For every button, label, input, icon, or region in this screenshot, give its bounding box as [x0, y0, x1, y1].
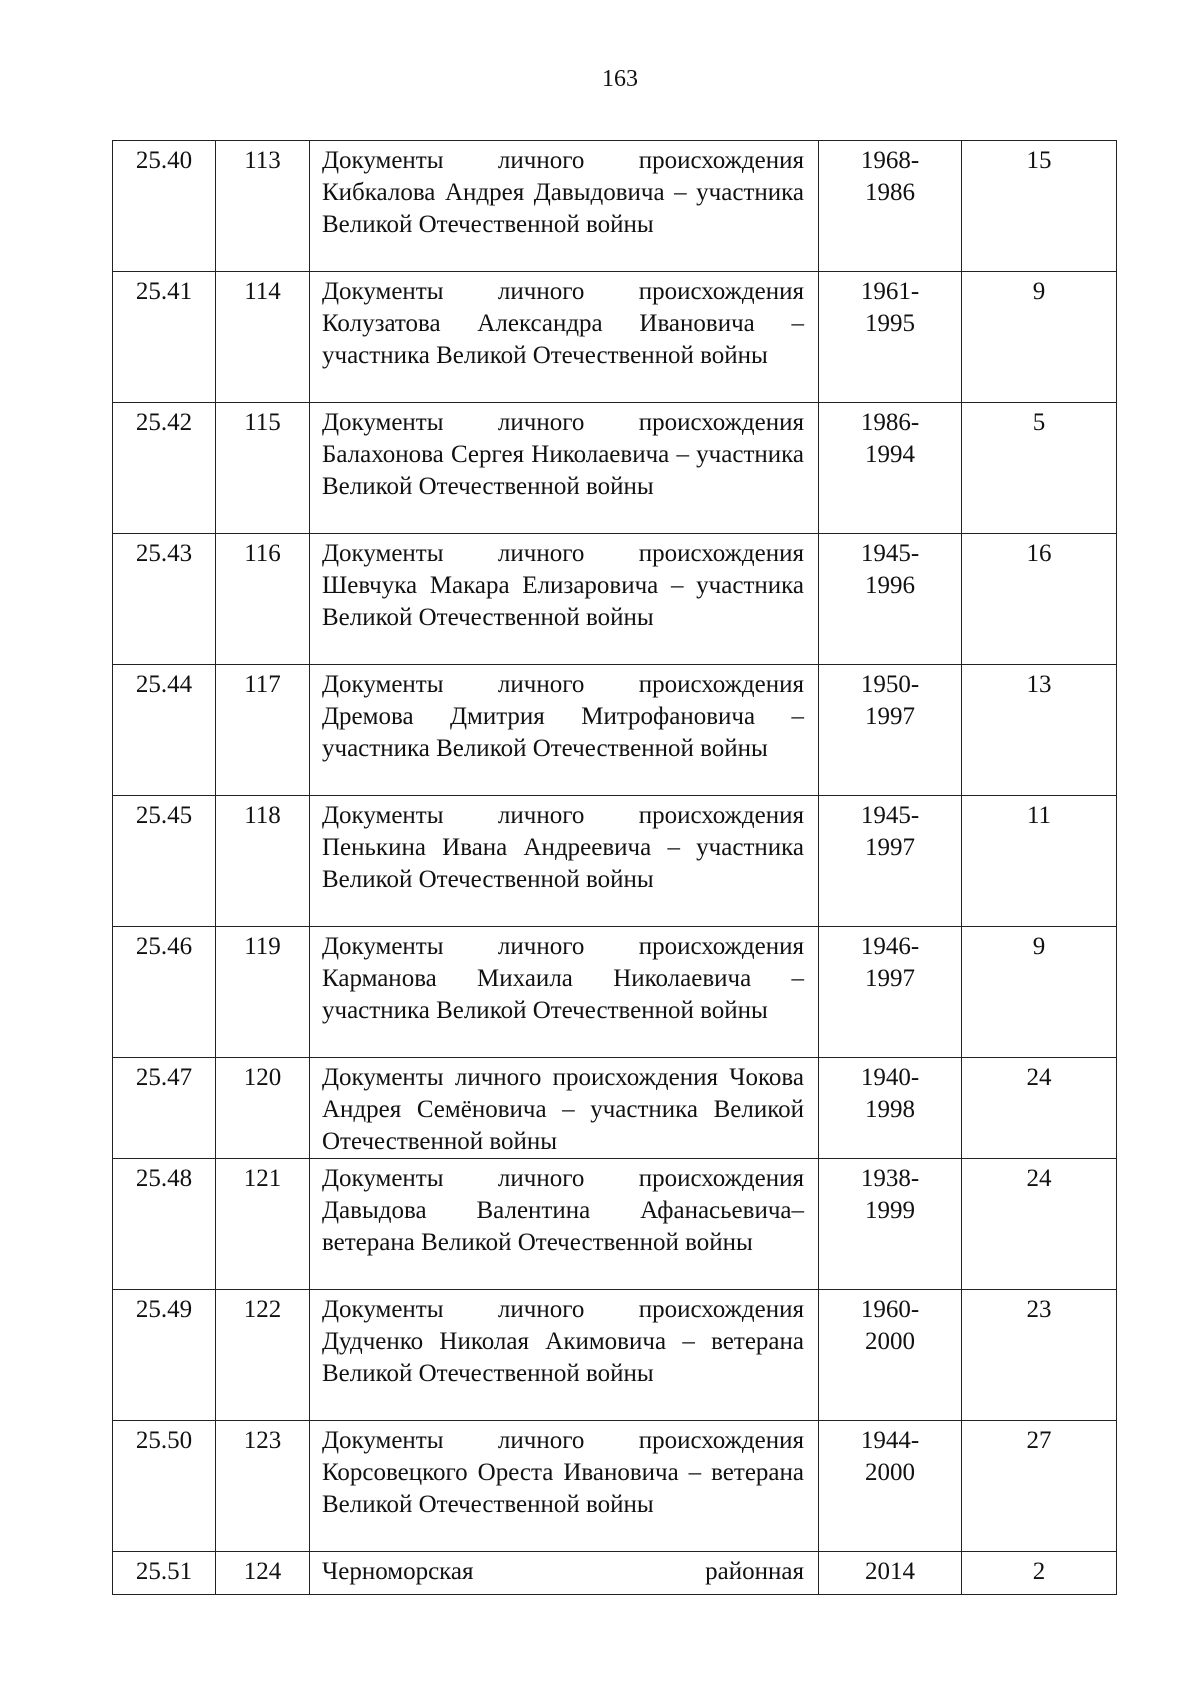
row-index: 25.46	[113, 927, 216, 1058]
row-count: 9	[962, 927, 1117, 1058]
row-title: Документы личного происхождения Шевчука Макара Елизаровича – участника Великой Отечественной войны	[310, 534, 819, 665]
row-index: 25.45	[113, 796, 216, 927]
table-row	[113, 1552, 1117, 1595]
row-years	[819, 1552, 962, 1595]
row-index: 25.49	[113, 1290, 216, 1421]
row-title: Документы личного происхождения Колузатова Александра Ивановича – участника Великой Отечественной войны	[310, 272, 819, 403]
row-count: 27	[962, 1421, 1117, 1552]
row-count: 9	[962, 272, 1117, 403]
row-number: 116	[216, 534, 310, 665]
row-years	[819, 796, 962, 927]
row-years	[819, 141, 962, 272]
years-from: 1944-	[860, 1427, 920, 1454]
years-from: 1940-	[860, 1064, 920, 1091]
years-to: 1997	[865, 703, 915, 730]
row-title: Документы личного происхождения Пенькина Ивана Андреевича – участника Великой Отечественной войны	[310, 796, 819, 927]
row-years	[819, 665, 962, 796]
years-from: 1946-	[860, 933, 920, 960]
row-years	[819, 1058, 962, 1159]
row-count: 5	[962, 403, 1117, 534]
years-to: 1995	[865, 310, 915, 337]
table-row	[113, 927, 1117, 1058]
years-to: 1997	[865, 965, 915, 992]
row-title: Документы личного происхождения Балахонова Сергея Николаевича – участника Великой Отечественной войны	[310, 403, 819, 534]
years-from: 1945-	[860, 802, 920, 829]
years-to: 1996	[865, 572, 915, 599]
years-from: 1960-	[860, 1296, 920, 1323]
row-index: 25.48	[113, 1159, 216, 1290]
row-years	[819, 534, 962, 665]
years-from: 1961-	[860, 278, 920, 305]
row-count: 13	[962, 665, 1117, 796]
table-row	[113, 534, 1117, 665]
row-index: 25.41	[113, 272, 216, 403]
table-row	[113, 665, 1117, 796]
years-from: 1945-	[860, 540, 920, 567]
row-title: Документы личного происхождения Давыдова Валентина Афанасьевича– ветерана Великой Отечественной войны	[310, 1159, 819, 1290]
table-row	[113, 403, 1117, 534]
row-number: 117	[216, 665, 310, 796]
years-from: 1986-	[860, 409, 920, 436]
years-to: 1997	[865, 834, 915, 861]
row-index: 25.42	[113, 403, 216, 534]
row-number: 122	[216, 1290, 310, 1421]
table-row	[113, 272, 1117, 403]
row-years	[819, 1290, 962, 1421]
table-row	[113, 141, 1117, 272]
row-years	[819, 927, 962, 1058]
years-to: 1998	[865, 1096, 915, 1123]
table-row	[113, 1421, 1117, 1552]
row-index: 25.44	[113, 665, 216, 796]
table-row	[113, 1290, 1117, 1421]
table-row	[113, 1058, 1117, 1159]
row-number: 115	[216, 403, 310, 534]
row-index: 25.43	[113, 534, 216, 665]
table-row	[113, 1159, 1117, 1290]
row-index: 25.40	[113, 141, 216, 272]
years-to: 1999	[865, 1197, 915, 1224]
row-index: 25.47	[113, 1058, 216, 1159]
row-years	[819, 403, 962, 534]
row-number: 119	[216, 927, 310, 1058]
row-number: 121	[216, 1159, 310, 1290]
row-title: Документы личного происхождения Корсовецкого Ореста Ивановича – ветерана Великой Отечественной войны	[310, 1421, 819, 1552]
years-to: 1986	[865, 179, 915, 206]
row-count: 16	[962, 534, 1117, 665]
archive-inventory-table	[112, 140, 1117, 1595]
years-from: 2014	[865, 1558, 915, 1585]
page-number: 163	[602, 66, 638, 92]
years-from: 1938-	[860, 1165, 920, 1192]
row-count: 23	[962, 1290, 1117, 1421]
row-title: Документы личного происхождения Дремова Дмитрия Митрофановича – участника Великой Отечественной войны	[310, 665, 819, 796]
years-from: 1968-	[860, 147, 920, 174]
row-years	[819, 1159, 962, 1290]
row-years	[819, 272, 962, 403]
years-to: 2000	[865, 1328, 915, 1355]
years-from: 1950-	[860, 671, 920, 698]
years-to: 1994	[865, 441, 915, 468]
years-to: 2000	[865, 1459, 915, 1486]
row-years	[819, 1421, 962, 1552]
row-title: Документы личного происхождения Дудченко Николая Акимовича – ветерана Великой Отечественной войны	[310, 1290, 819, 1421]
row-number: 124	[216, 1552, 310, 1595]
row-title: Документы личного происхождения Кибкалова Андрея Давыдовича – участника Великой Отечественной войны	[310, 141, 819, 272]
row-count: 24	[962, 1159, 1117, 1290]
row-title: Черноморская районная	[310, 1552, 819, 1595]
row-number: 123	[216, 1421, 310, 1552]
row-number: 114	[216, 272, 310, 403]
row-number: 120	[216, 1058, 310, 1159]
row-count: 24	[962, 1058, 1117, 1159]
row-count: 2	[962, 1552, 1117, 1595]
row-title: Документы личного происхождения Чокова Андрея Семёновича – участника Великой Отечественной войны	[310, 1058, 819, 1159]
row-count: 11	[962, 796, 1117, 927]
row-number: 118	[216, 796, 310, 927]
row-title: Документы личного происхождения Карманова Михаила Николаевича – участника Великой Отечественной войны	[310, 927, 819, 1058]
row-index: 25.50	[113, 1421, 216, 1552]
row-number: 113	[216, 141, 310, 272]
row-count: 15	[962, 141, 1117, 272]
row-index: 25.51	[113, 1552, 216, 1595]
table-row	[113, 796, 1117, 927]
